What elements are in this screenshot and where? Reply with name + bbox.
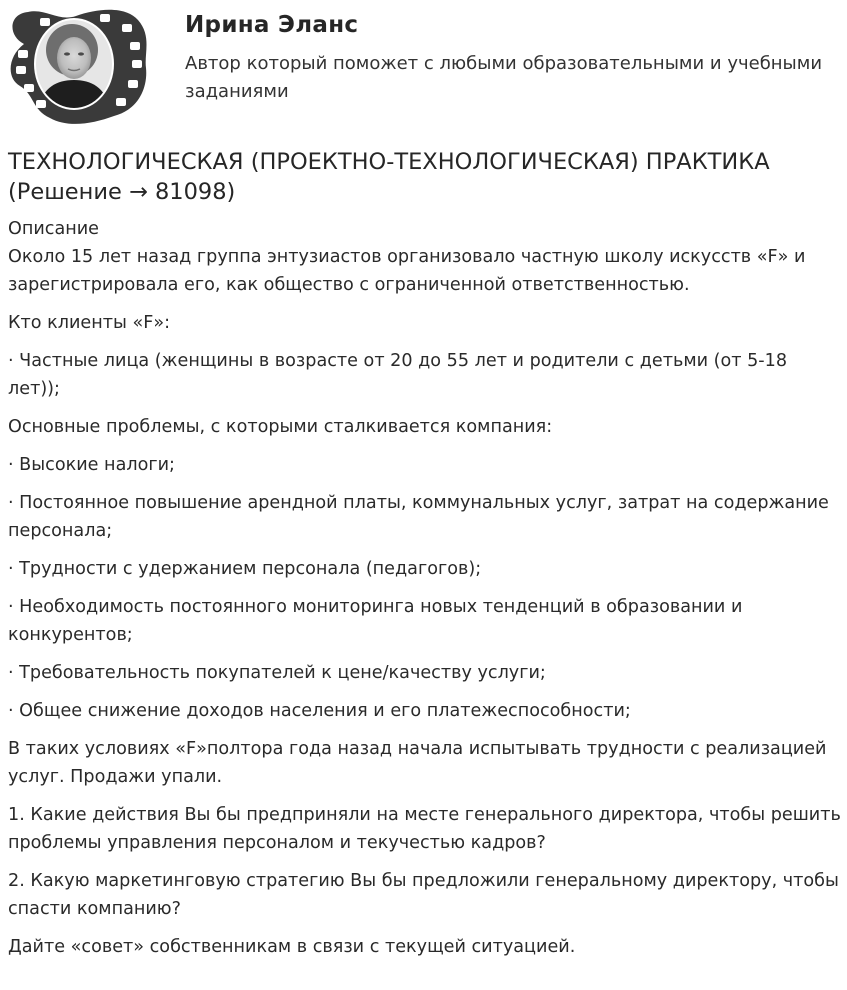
list-item: · Общее снижение доходов населения и его платежеспособности; <box>8 701 631 721</box>
author-avatar <box>6 6 152 126</box>
list-item: · Постоянное повышение арендной платы, коммунальных услуг, затрат на содержание персонала; <box>8 493 829 541</box>
list-item: · Частные лица (женщины в возрасте от 20 до 55 лет и родители с детьми (от 5-18 лет)); <box>8 351 788 399</box>
author-card <box>0 0 847 130</box>
list-item: · Трудности с удержанием персонала (педагогов); <box>8 559 482 579</box>
question: 2. Какую маркетинговую стратегию Вы бы предложили генеральному директору, чтобы спасти компанию? <box>8 871 839 919</box>
author-description: Автор который поможет с любыми образовательными и учебными заданиями <box>185 53 823 102</box>
list-item: · Необходимость постоянного мониторинга новых тенденций в образовании и конкурентов; <box>8 597 743 645</box>
list-item: · Требовательность покупателей к цене/качеству услуги; <box>8 663 546 683</box>
paragraph: В таких условиях «F»полтора года назад начала испытывать трудности с реализацией услуг. Продажи упали. <box>8 739 827 787</box>
section-label: Описание <box>8 219 100 239</box>
article-subtitle: (Решение → 81098) <box>8 179 236 205</box>
author-name: Ирина Эланс <box>185 12 359 38</box>
paragraph: Кто клиенты «F»: <box>8 313 171 333</box>
list-item: · Высокие налоги; <box>8 455 175 475</box>
paragraph: Основные проблемы, с которыми сталкивается компания: <box>8 417 553 437</box>
paragraph: Около 15 лет назад группа энтузиастов организовало частную школу искусств «F» и зарегистрировала его, как общество с ограниченной ответственностью. <box>8 247 806 295</box>
article-title: ТЕХНОЛОГИЧЕСКАЯ (ПРОЕКТНО-ТЕХНОЛОГИЧЕСКАЯ) ПРАКТИКА <box>8 149 770 175</box>
article <box>8 147 843 971</box>
paragraph: Дайте «совет» собственникам в связи с текущей ситуацией. <box>8 937 576 957</box>
question: 1. Какие действия Вы бы предприняли на месте генерального директора, чтобы решить проблемы управления персоналом и текучестью кадров? <box>8 805 841 853</box>
